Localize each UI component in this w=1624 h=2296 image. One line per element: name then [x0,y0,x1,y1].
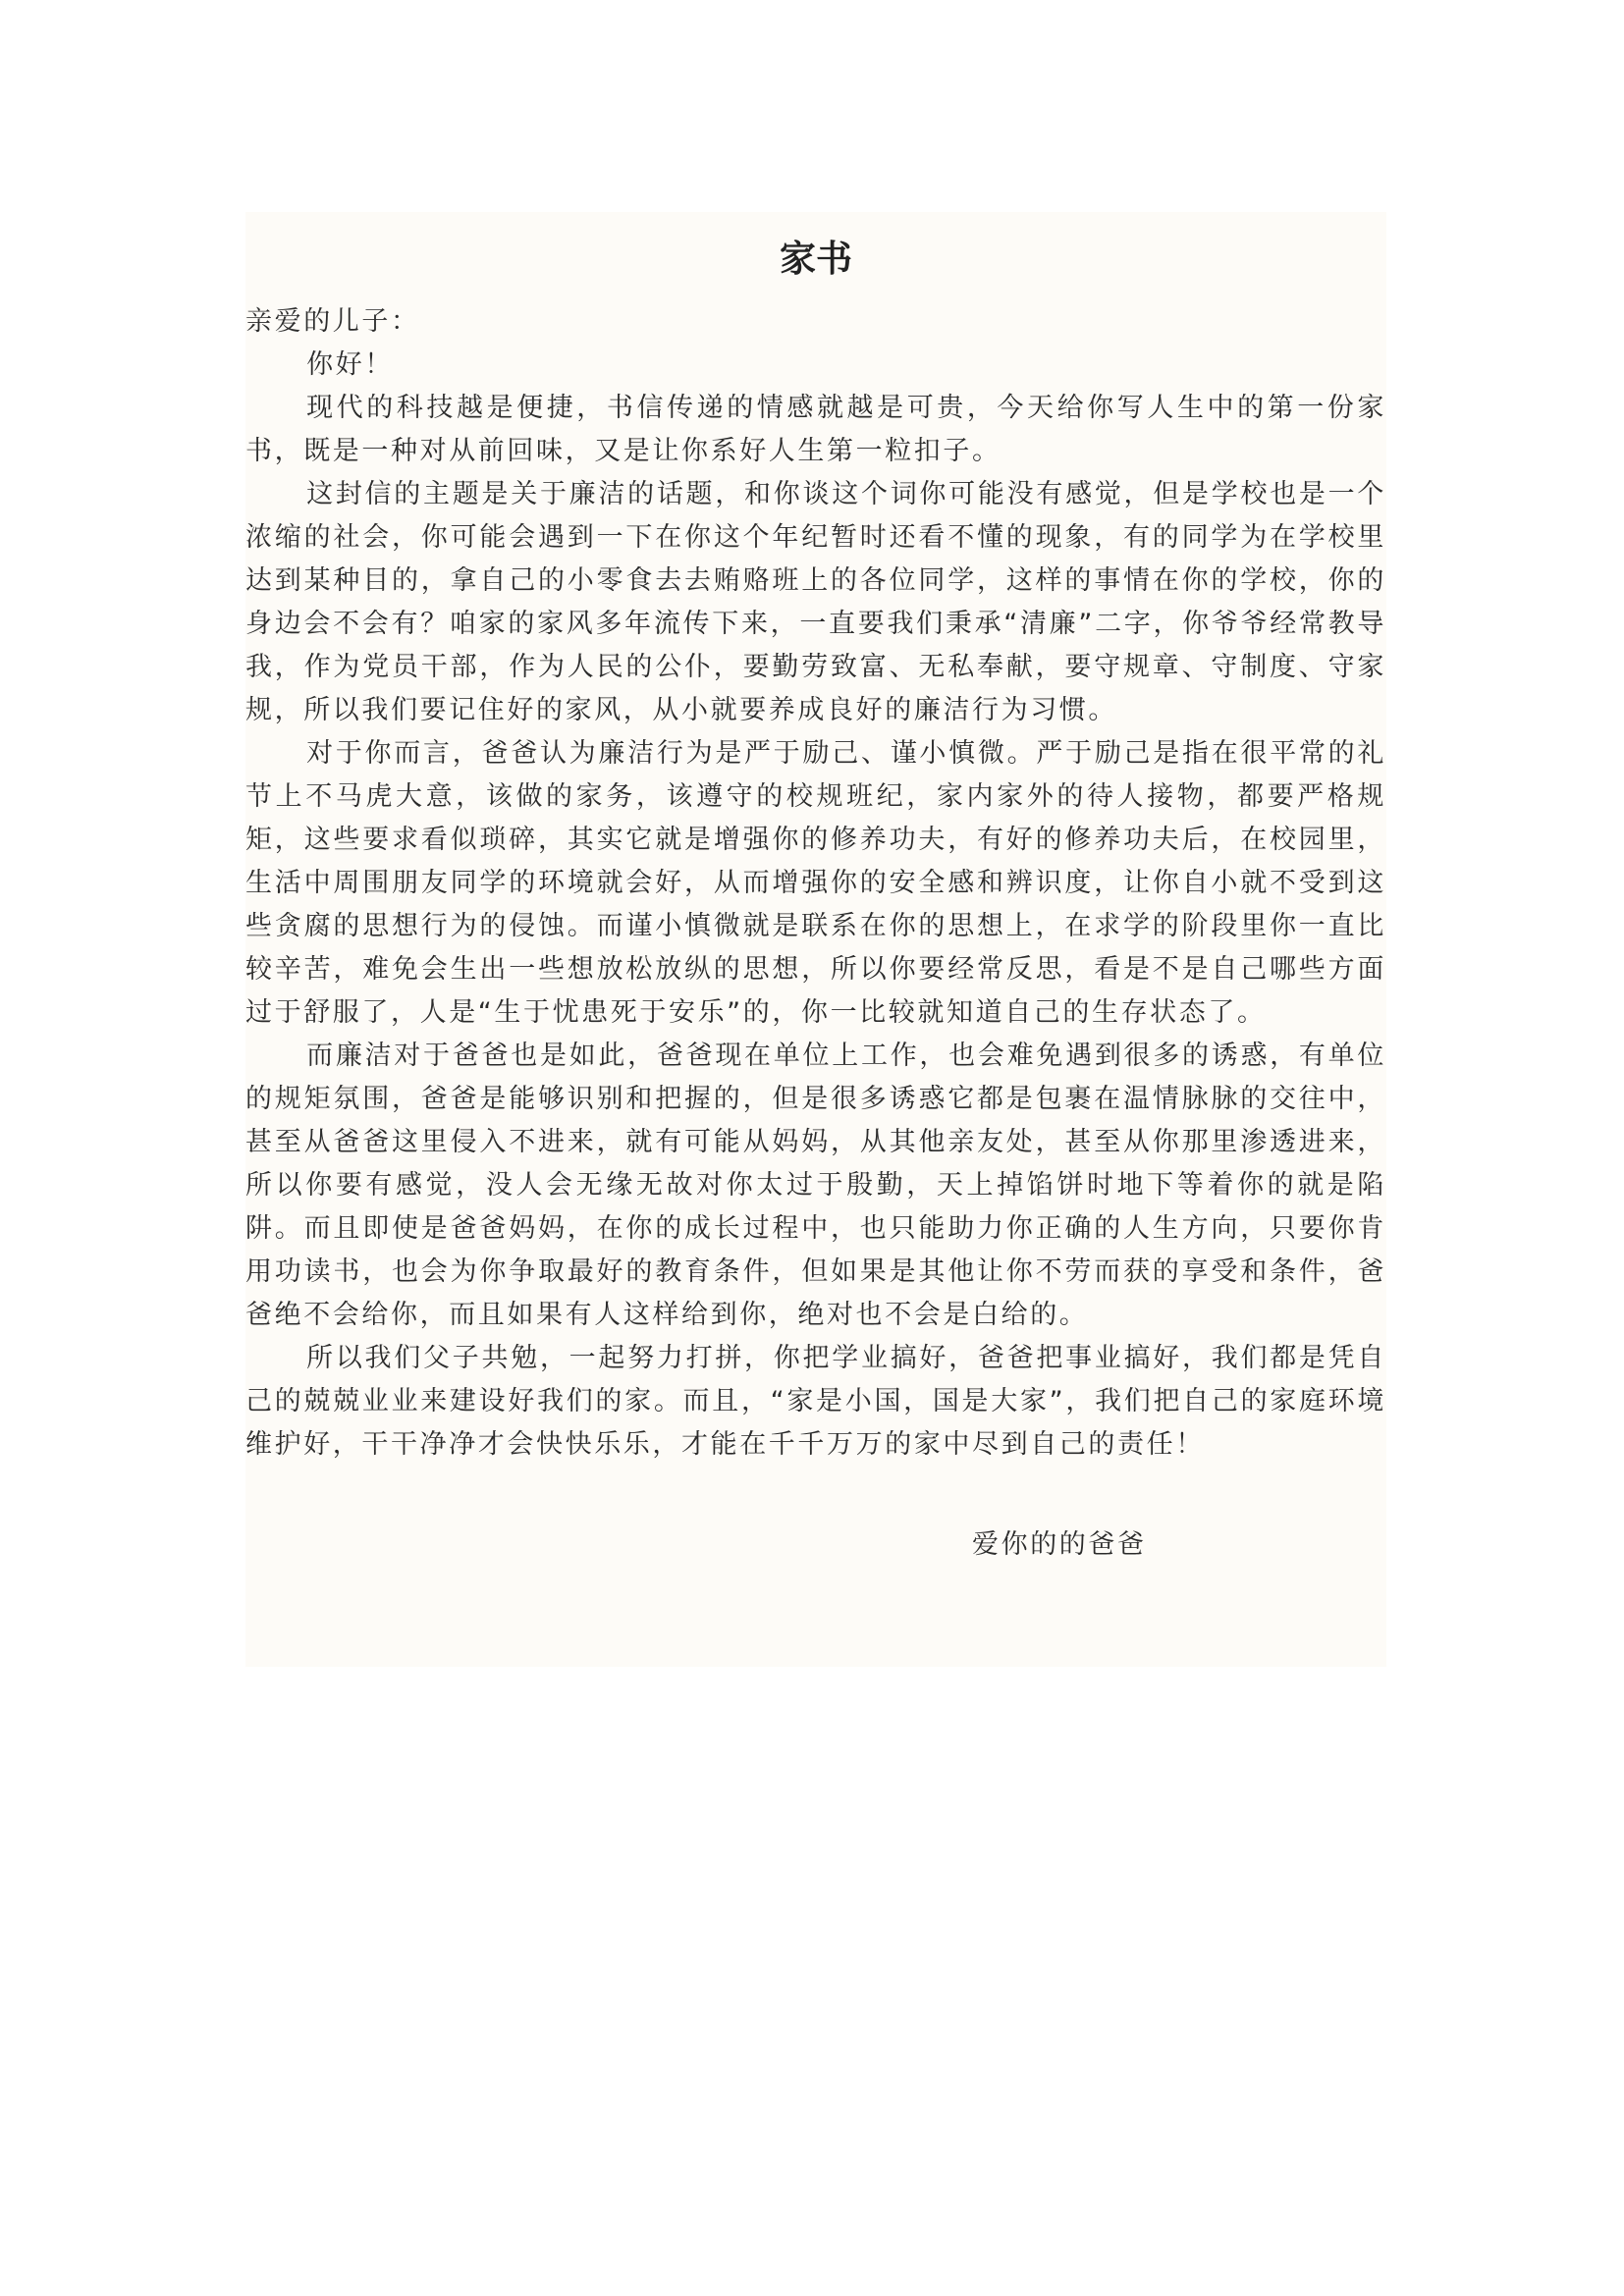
paragraph: 所以我们父子共勉，一起努力打拼，你把学业搞好，爸爸把事业搞好，我们都是凭自己的兢兢业业来建设好我们的家。而且，“家是小国，国是大家”，我们把自己的家庭环境维护好，干干净净才会快快乐乐，才能在千千万万的家中尽到自己的责任！ [245,1343,1386,1460]
paragraph: 现代的科技越是便捷，书信传递的情感就越是可贵，今天给你写人生中的第一份家书，既是一种对从前回味，又是让你系好人生第一粒扣子。 [245,393,1386,466]
paragraph: 而廉洁对于爸爸也是如此，爸爸现在单位上工作，也会难免遇到很多的诱惑，有单位的规矩氛围，爸爸是能够识别和把握的，但是很多诱惑它都是包裹在温情脉脉的交往中，甚至从爸爸这里侵入不进来，就有可能从妈妈，从其他亲友处，甚至从你那里渗透进来，所以你要有感觉，没人会无缘无故对你太过于殷勤，天上掉馅饼时地下等着你的就是陷阱。而且即使是爸爸妈妈，在你的成长过程中，也只能助力你正确的人生方向，只要你肯用功读书，也会为你争取最好的教育条件，但如果是其他让你不劳而获的享受和条件，爸爸绝不会给你，而且如果有人这样给到你，绝对也不会是白给的。 [245,1041,1386,1330]
signature: 爱你的的爸爸 [972,1529,1147,1560]
letter-title: 家书 [780,238,852,280]
paragraph: 这封信的主题是关于廉洁的话题，和你谈这个词你可能没有感觉，但是学校也是一个浓缩的社会，你可能会遇到一下在你这个年纪暂时还看不懂的现象，有的同学为在学校里达到某种目的，拿自己的小零食去去贿赂班上的各位同学，这样的事情在你的学校，你的身边会不会有？咱家的家风多年流传下来，一直要我们秉承“清廉”二字，你爷爷经常教导我，作为党员干部，作为人民的公仆，要勤劳致富、无私奉献，要守规章、守制度、守家规，所以我们要记住好的家风，从小就要养成良好的廉洁行为习惯。 [245,479,1386,725]
salutation: 亲爱的儿子： [245,306,420,337]
letter-body [245,300,1386,1467]
letter-panel [245,212,1386,1667]
paragraph: 对于你而言，爸爸认为廉洁行为是严于励己、谨小慎微。严于励己是指在很平常的礼节上不马虎大意，该做的家务，该遵守的校规班纪，家内家外的待人接物，都要严格规矩，这些要求看似琐碎，其实它就是增强你的修养功夫，有好的修养功夫后，在校园里，生活中周围朋友同学的环境就会好，从而增强你的安全感和辨识度，让你自小就不受到这些贪腐的思想行为的侵蚀。而谨小慎微就是联系在你的思想上，在求学的阶段里你一直比较辛苦，难免会生出一些想放松放纵的思想，所以你要经常反思，看是不是自己哪些方面过于舒服了，人是“生于忧患死于安乐”的，你一比较就知道自己的生存状态了。 [245,738,1386,1028]
greeting: 你好！ [306,349,394,380]
